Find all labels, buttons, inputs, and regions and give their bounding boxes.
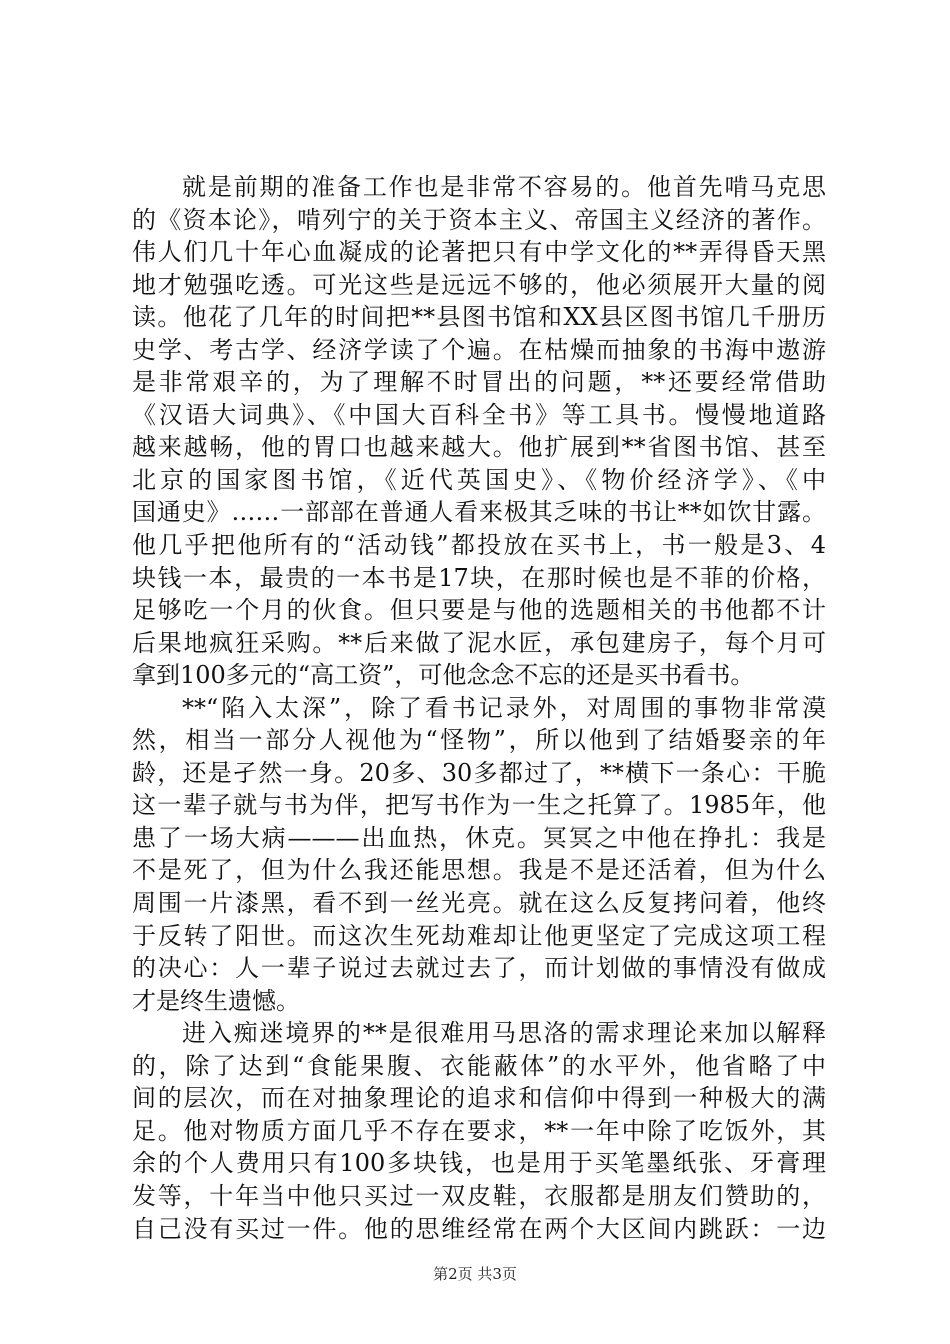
text-line: 就是前期的准备工作也是非常不容易的。他首先啃马克思: [182, 173, 826, 201]
text-line: 的决心：人一辈子说过去就过去了，而计划做的事情没有做成: [132, 954, 826, 983]
text-line: 进入痴迷境界的**是很难用马思洛的需求理论来加以解释: [182, 1019, 826, 1048]
text-line: 患了一场大病———出血热，休克。冥冥之中他在挣扎：我是: [132, 823, 826, 852]
text-line: 周围一片漆黑，看不到一丝光亮。就在这么反复拷问着，他终: [132, 889, 826, 918]
text-line: 地才勉强吃透。可光这些是远远不够的，他必须展开大量的阅: [132, 270, 826, 299]
text-line: 读。他花了几年的时间把**县图书馆和XX县区图书馆几千册历: [132, 303, 826, 332]
text-line: 间的层次，而在对抽象理论的追求和信仰中得到一种极大的满: [132, 1084, 826, 1113]
text-line: 他几乎把他所有的“活动钱”都投放在买书上，书一般是3、4: [132, 531, 826, 560]
text-line: 北京的国家图书馆，《近代英国史》、《物价经济学》、《中: [132, 465, 826, 494]
text-line: 发等，十年当中他只买过一双皮鞋，衣服都是朋友们赞助的，: [132, 1181, 826, 1210]
text-line: 国通史》……一部部在普通人看来极其乏味的书让**如饮甘露。: [132, 498, 826, 527]
text-line: 的，除了达到“食能果腹、衣能蔽体”的水平外，他省略了中: [132, 1051, 826, 1080]
text-line: 越来越畅，他的胃口也越来越大。他扩展到**省图书馆、甚至: [132, 433, 826, 462]
text-line: 然，相当一部分人视他为“怪物”，所以他到了结婚娶亲的年: [132, 726, 826, 755]
text-line: 不是死了，但为什么我还能思想。我是不是还活着，但为什么: [132, 856, 826, 885]
text-line: 龄，还是孑然一身。20多、30多都过了，**横下一条心：干脆: [132, 758, 826, 787]
text-line: 的《资本论》，啃列宁的关于资本主义、帝国主义经济的著作。: [132, 205, 826, 234]
text-line: 拿到100多元的“高工资”，可他念念不忘的还是买书看书。: [132, 661, 755, 690]
text-line: 足。他对物质方面几乎不存在要求，**一年中除了吃饭外，其: [132, 1116, 826, 1145]
text-line: 于反转了阳世。而这次生死劫难却让他更坚定了完成这项工程: [132, 921, 826, 950]
text-line: 是非常艰辛的，为了理解不时冒出的问题，**还要经常借助: [132, 368, 826, 397]
text-line: 《汉语大词典》、《中国大百科全书》等工具书。慢慢地道路: [132, 400, 826, 429]
text-line: 伟人们几十年心血凝成的论著把只有中学文化的**弄得昏天黑: [132, 238, 826, 267]
text-line: 块钱一本，最贵的一本书是17块，在那时候也是不菲的价格，: [132, 563, 826, 592]
text-line: 自己没有买过一件。他的思维经常在两个大区间内跳跃：一边: [132, 1214, 826, 1243]
document-body: [132, 171, 826, 1245]
text-line: 这一辈子就与书为伴，把写书作为一生之托算了。1985年，他: [132, 791, 826, 820]
text-line: **“陷入太深”，除了看书记录外，对周围的事物非常漠: [182, 693, 826, 722]
text-line: 足够吃一个月的伙食。但只要是与他的选题相关的书他都不计: [132, 596, 826, 625]
page-footer: 第2页 共3页: [433, 1265, 517, 1283]
text-line: 后果地疯狂采购。**后来做了泥水匠，承包建房子，每个月可: [132, 628, 826, 657]
text-line: 史学、考古学、经济学读了个遍。在枯燥而抽象的书海中遨游: [132, 335, 826, 364]
text-line: 余的个人费用只有100多块钱，也是用于买笔墨纸张、牙膏理: [132, 1149, 826, 1178]
text-line: 才是终生遗憾。: [132, 986, 300, 1015]
